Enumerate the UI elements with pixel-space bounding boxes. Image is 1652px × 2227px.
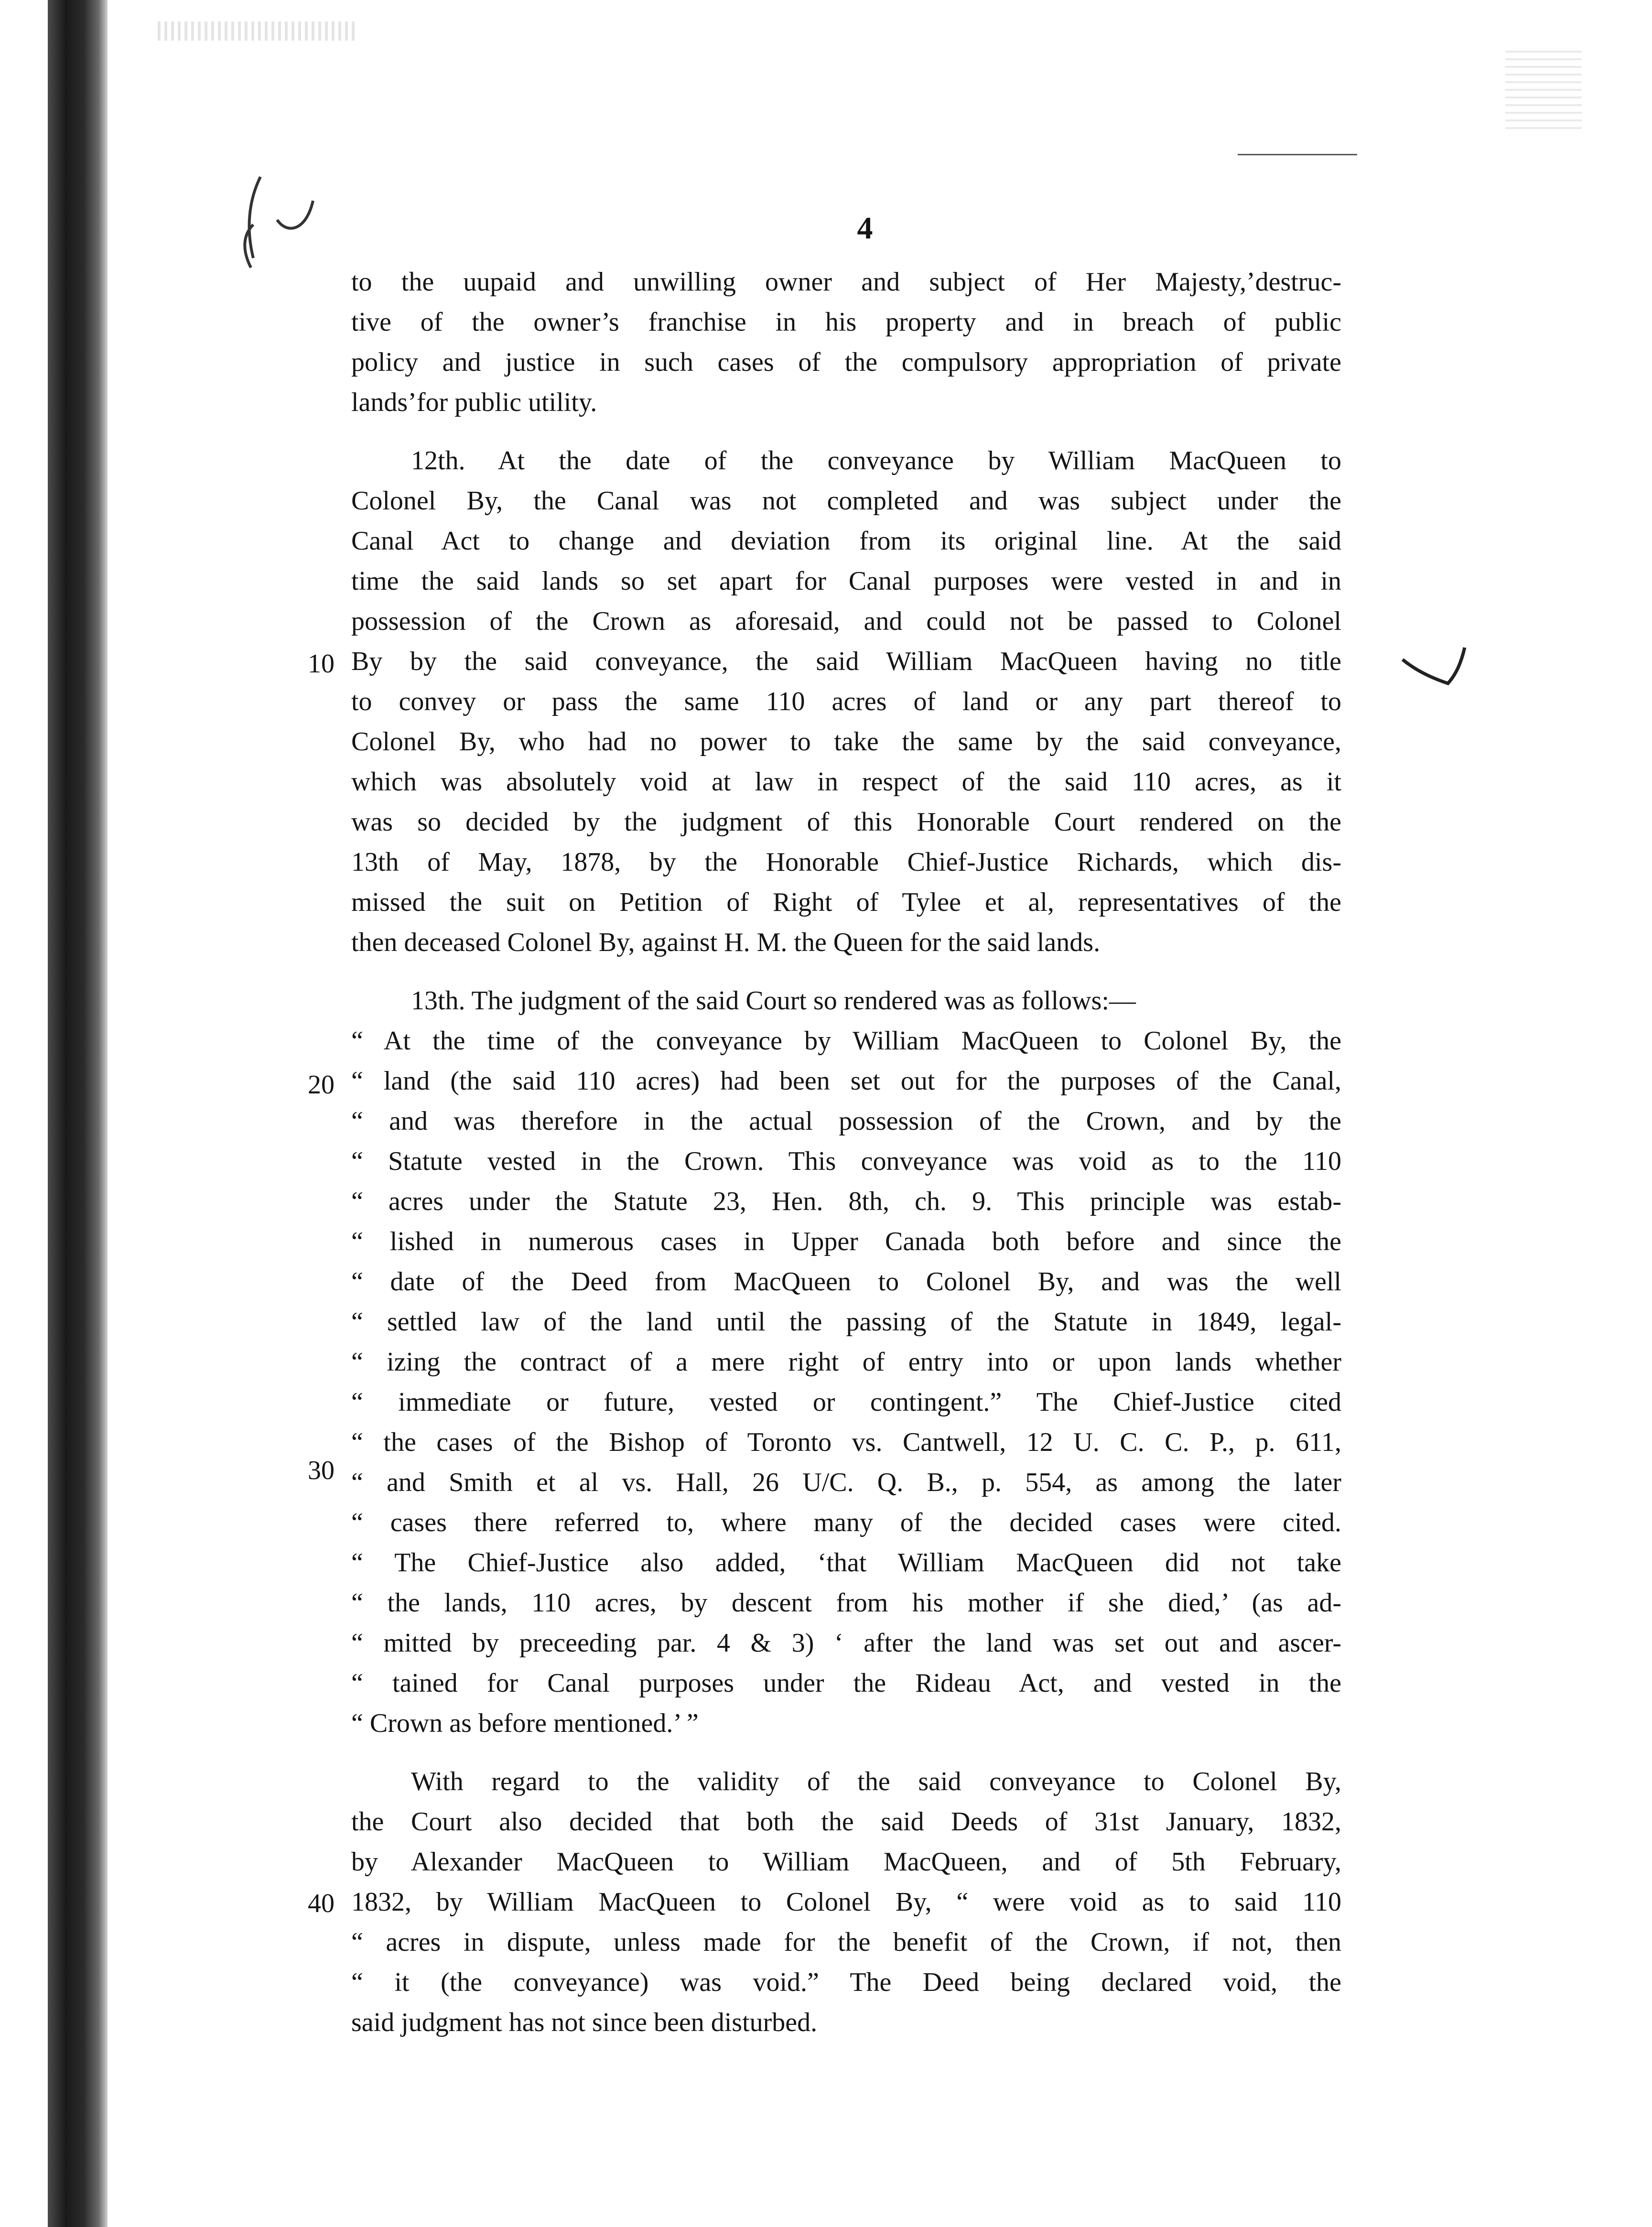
text-line: 13th. The judgment of the said Court so rendered was as follows:—	[411, 986, 1136, 1016]
text-line: “ Statute vested in the Crown. This conveyance was void as to the 110	[351, 1146, 1341, 1176]
text-line: lands’for public utility.	[351, 388, 597, 417]
text-line: “ immediate or future, vested or contingent.” The Chief-Justice cited	[351, 1387, 1341, 1417]
margin-line-number-30: 30	[308, 1456, 335, 1485]
text-line: “ it (the conveyance) was void.” The Deed being declared void, the	[351, 1968, 1341, 1997]
text-line: time the said lands so set apart for Canal purposes were vested in and in	[351, 566, 1341, 596]
text-line: “ Crown as before mentioned.’ ”	[351, 1708, 699, 1738]
text-line: “ land (the said 110 acres) had been set out for the purposes of the Canal,	[351, 1066, 1341, 1096]
text-line: Colonel By, who had no power to take the same by the said conveyance,	[351, 727, 1341, 757]
text-line: “ acres under the Statute 23, Hen. 8th, ch. 9. This principle was estab-	[351, 1187, 1341, 1216]
scan-noise-top	[158, 22, 358, 41]
margin-line-number-10: 10	[308, 649, 335, 679]
text-line: to convey or pass the same 110 acres of land or any part thereof to	[351, 687, 1341, 716]
text-line: “ settled law of the land until the passing of the Statute in 1849, legal-	[351, 1307, 1341, 1337]
text-line: “ the cases of the Bishop of Toronto vs. Cantwell, 12 U. C. C. P., p. 611,	[351, 1427, 1341, 1457]
text-line: which was absolutely void at law in respect of the said 110 acres, as it	[351, 767, 1341, 797]
handwritten-check-mark	[1400, 645, 1472, 698]
text-line: then deceased Colonel By, against H. M. the Queen for the said lands.	[351, 928, 1101, 957]
page-number: 4	[857, 211, 873, 246]
text-line: missed the suit on Petition of Right of Tylee et al, representatives of the	[351, 887, 1341, 917]
paragraph-validity	[351, 1762, 1341, 2043]
text-line: by Alexander MacQueen to William MacQueen, and of 5th February,	[351, 1847, 1341, 1877]
handwritten-bracket-mark	[234, 172, 349, 282]
text-line: “ date of the Deed from MacQueen to Colonel By, and was the well	[351, 1267, 1341, 1297]
scan-noise-top-right	[1505, 48, 1582, 129]
paragraph-continuation	[351, 262, 1341, 422]
text-line: Canal Act to change and deviation from its original line. At the said	[351, 526, 1341, 556]
text-line: 12th. At the date of the conveyance by William MacQueen to	[411, 446, 1341, 476]
text-line: was so decided by the judgment of this Honorable Court rendered on the	[351, 807, 1341, 837]
text-line: “ the lands, 110 acres, by descent from his mother if she died,’ (as ad-	[351, 1588, 1341, 1618]
paragraph-13th	[351, 981, 1341, 1743]
margin-line-number-20: 20	[308, 1070, 335, 1100]
text-line: “ lished in numerous cases in Upper Canada both before and since the	[351, 1227, 1341, 1256]
text-line: possession of the Crown as aforesaid, and could not be passed to Colonel	[351, 606, 1341, 636]
text-line: policy and justice in such cases of the compulsory appropriation of private	[351, 347, 1341, 377]
text-line: “ tained for Canal purposes under the Rideau Act, and vested in the	[351, 1668, 1341, 1698]
text-line: “ At the time of the conveyance by William MacQueen to Colonel By, the	[351, 1026, 1341, 1056]
paragraph-12th	[351, 441, 1341, 962]
text-line: 13th of May, 1878, by the Honorable Chief-Justice Richards, which dis-	[351, 847, 1341, 877]
text-line: Colonel By, the Canal was not completed and was subject under the	[351, 486, 1341, 516]
text-line: “ izing the contract of a mere right of entry into or upon lands whether	[351, 1347, 1341, 1377]
text-line: the Court also decided that both the said Deeds of 31st January, 1832,	[351, 1807, 1341, 1837]
text-line: tive of the owner’s franchise in his property and in breach of public	[351, 307, 1341, 337]
margin-line-number-40: 40	[308, 1889, 335, 1918]
text-line: “ acres in dispute, unless made for the benefit of the Crown, if not, then	[351, 1927, 1341, 1957]
text-line: to the uupaid and unwilling owner and subject of Her Majesty,’destruc-	[351, 267, 1341, 297]
text-line: By by the said conveyance, the said William MacQueen having no title	[351, 647, 1341, 676]
text-line: “ and Smith et al vs. Hall, 26 U/C. Q. B., p. 554, as among the later	[351, 1468, 1341, 1497]
document-body	[351, 262, 1341, 2043]
text-line: With regard to the validity of the said conveyance to Colonel By,	[411, 1767, 1341, 1796]
top-rule	[1238, 154, 1357, 155]
text-line: 1832, by William MacQueen to Colonel By, “ were void as to said 110	[351, 1887, 1341, 1917]
text-line: “ cases there referred to, where many of the decided cases were cited.	[351, 1508, 1341, 1537]
page-binding-edge	[48, 0, 108, 2227]
text-line: said judgment has not since been disturbed.	[351, 2008, 818, 2037]
text-line: “ and was therefore in the actual possession of the Crown, and by the	[351, 1106, 1341, 1136]
text-line: “ The Chief-Justice also added, ‘that William MacQueen did not take	[351, 1548, 1341, 1578]
text-line: “ mitted by preceeding par. 4 & 3) ‘ after the land was set out and ascer-	[351, 1628, 1341, 1658]
